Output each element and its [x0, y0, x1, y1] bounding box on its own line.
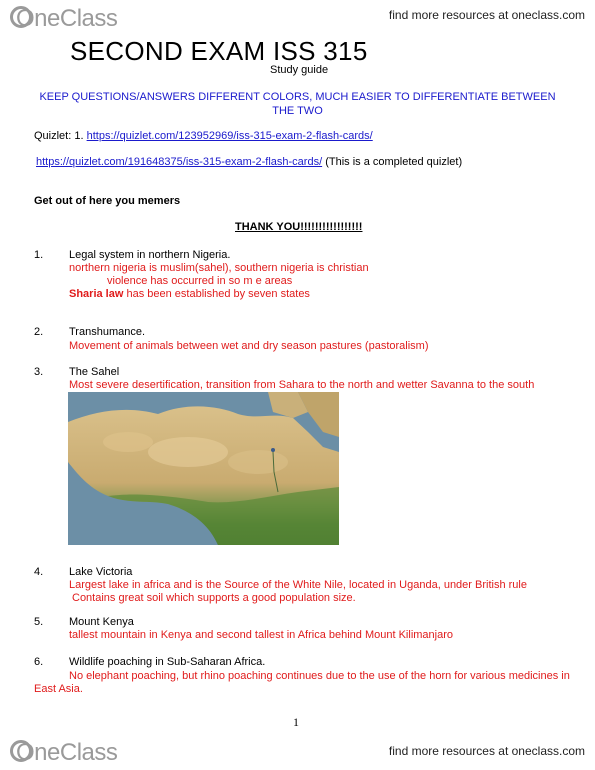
item-2-answer-1: Movement of animals between wet and dry season pastures (pastoralism): [69, 340, 429, 352]
item-2-number: 2.: [34, 326, 44, 338]
logo-o-icon: [10, 740, 32, 762]
quizlet-prefix: Quizlet: 1.: [34, 130, 84, 142]
item-4-answer-1: Largest lake in africa and is the Source of the White Nile, located in Uganda, under British rule: [69, 579, 527, 591]
item-3-question: The Sahel: [69, 366, 120, 378]
find-resources-link-footer[interactable]: find more resources at oneclass.com: [388, 744, 585, 758]
item-2-question: Transhumance.: [69, 326, 146, 338]
quizlet-link-1[interactable]: https://quizlet.com/123952969/iss-315-exam-2-flash-cards/: [86, 130, 373, 142]
item-5-number: 5.: [34, 616, 44, 628]
item-3-answer-1: Most severe desertification, transition from Sahara to the north and wetter Savanna to the south: [69, 379, 535, 391]
item-1-answer-1: northern nigeria is muslim(sahel), southern nigeria is christian: [69, 262, 369, 274]
color-instruction-note: [30, 90, 565, 118]
sharia-law-rest: has been established by seven states: [123, 288, 310, 300]
thanks-line: THANK YOU!!!!!!!!!!!!!!!!!: [235, 221, 363, 233]
quizlet-line-2: [36, 156, 462, 169]
item-6-question: Wildlife poaching in Sub-Saharan Africa.: [69, 656, 266, 668]
item-6-answer-2: East Asia.: [34, 683, 83, 695]
find-resources-link[interactable]: find more resources at oneclass.com: [388, 8, 585, 22]
item-6-answer-1: No elephant poaching, but rhino poaching continues due to the use of the horn for various medicines in: [69, 670, 570, 682]
note-line-1: KEEP QUESTIONS/ANSWERS DIFFERENT COLORS, MUCH EASIER TO DIFFERENTIATE BETWEEN: [39, 91, 556, 103]
logo-text-footer: OneClass: [16, 739, 118, 766]
sharia-law-term: Sharia law: [69, 288, 124, 300]
document-subtitle: Study guide: [270, 64, 329, 76]
item-4-answer-2: Contains great soil which supports a good population size.: [72, 592, 356, 604]
oneclass-logo-footer: [10, 738, 117, 767]
oneclass-logo: [10, 4, 117, 33]
page-number: 1: [293, 715, 299, 729]
logo-text: OneClass: [16, 5, 118, 32]
quizlet-line-1: [34, 130, 373, 143]
item-1-answer-3: [69, 288, 310, 301]
item-4-number: 4.: [34, 566, 44, 578]
quizlet-note: (This is a completed quizlet): [322, 156, 463, 168]
logo-o-icon: [10, 6, 32, 28]
item-4-question: Lake Victoria: [69, 566, 133, 578]
item-6-number: 6.: [34, 656, 44, 668]
item-1-question: Legal system in northern Nigeria.: [69, 249, 231, 261]
quizlet-link-2[interactable]: https://quizlet.com/191648375/iss-315-exam-2-flash-cards/: [36, 156, 323, 168]
item-5-question: Mount Kenya: [69, 616, 134, 628]
item-1-number: 1.: [34, 249, 44, 261]
document-title: SECOND EXAM ISS 315: [70, 36, 368, 66]
note-line-2: THE TWO: [272, 105, 323, 117]
item-5-answer-1: tallest mountain in Kenya and second tallest in Africa behind Mount Kilimanjaro: [69, 629, 454, 641]
sahel-satellite-map: [68, 392, 339, 545]
item-1-answer-2: violence has occurred in so m e areas: [107, 275, 293, 287]
memers-line: Get out of here you memers: [34, 195, 181, 207]
item-3-number: 3.: [34, 366, 44, 378]
